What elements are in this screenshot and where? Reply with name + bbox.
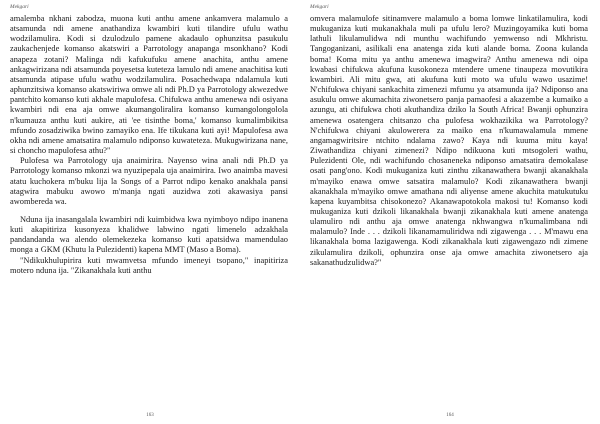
right-page (300, 0, 600, 424)
left-page-text (10, 14, 288, 276)
left-running-head: Mekgari (10, 4, 29, 10)
right-paragraph-1: omvera malamulofe sitinamvere malamulo a boma lomwe linkatilamulira, kodi mukuganiza kuti mukanakhala muli pa ufulu lero? Muzingoyamika kuti boma lathuli likulamulidwa ndi munthu wachifundo yemwenso ndi Mkhristu. Tangoganizani, asilikali ena anatenga zida kuti alande boma. Zoona kulanda boma! Koma mitu ya anthu amenewa imagwira? Anthu amenewa ndi oipa kwabasi chifukwa akufuna kusokoneza mtendere umene tinaupeza movutikira kwambiri. Ali mitu gwa, ati akufuna kuti moto wa ufulu wawo usazime! N'chifukwa chiyani sankachita zimenezi mfumu ya atsamunda ija? Ndiponso ana asukulu omwe akumachita ziwonetsero panja pamaofesi a akazembe a kumaiko a azungu, ati chifukwa choti akuthandiza dziko la South Africa! Bwanji ophunzira amenewa osatengera chitsanzo cha pulofesa wokhazikika wa Parrotology? N'chifukwa chiyani akulowerera za maiko ena n'kumawalamula mmene angamagwiritsire ntchito ndalama zawo? Kaya ndi kuuma mitu kaya! Ziwathandiza chiyani zimenezi? Ndipo ndikuona kuti mtsogoleri wathu, Pulezidenti Ole, ndi wachifundo chosaneneka ndiponso amatsatira demokalase osati pang'ono. Kodi mukuganiza kuti zinthu zikanawathera bwanji akanakhala m'mayiko enawa omwe satsatira malamulo? Kodi zikanawathera bwanji akanakhala m'mayiko omwe amathana ndi aliyense amene akuchita matukutuku kapena kuyambitsa chisokonezo? Akanawapotokola makosi tu! Komanso kodi mukuganiza kuti dzikoli likanakhala bwanji zikanakhala kuti amene anatenga ulamuliro ndi anthu aja omwe anatenga nkhwangwa n'kumalimbana ndi malamulo? Inde . . . dzikoli likanamamuliridwa ndi zigawenga . . . M'mawu ena likanakhala boma lazigawenga. Kodi zikanakhala kuti zigawengazo ndi zimene zikulamulira dzikoli, ophunzira onse aja omwe amachita ziwonetsero aja sakanathudzulidwa?" (310, 14, 588, 267)
left-page-number: 163 (146, 413, 154, 418)
left-paragraph-3: Nduna ija inasangalala kwambiri ndi kuimbidwa kwa nyimboyo ndipo inanena kuti akapitiriza kusonyeza khalidwe labwino ngati limenelo adzakhala pandandanda wa alendo olemekezeka komanso kuti apatsidwa mamendulao monga a GKM (Khutu la Pulezidenti) kapena MMT (Maso a Boma). (10, 214, 288, 255)
right-running-head: Mekgari (310, 4, 329, 10)
right-page-text (310, 14, 588, 268)
left-paragraph-2: Pulofesa wa Parrotology uja anaimirira. Nayenso wina anali ndi Ph.D ya Parrotology komanso mkonzi wa nyuzipepala uja anaimirira. Iwo anaimba mavesi atatu kuchokera m'buku lija la Songs of a Parrot ndipo kenako anakhala pansi atagwira mabuku awowo m'manja ngati auzidwa zoti akawasiya pansi awombereda wa. (10, 156, 288, 206)
left-paragraph-1: amalemba nkhani zabodza, muona kuti anthu amene ankamvera malamulo a atsamunda ndi amene anathandiza kwambiri kuti tilandire ufulu wathu wodzilamulira. Kodi si dzulodzulo pamene akadaulo ophunzitsa pasukulu zaukachenjede komanso akatswiri a Parrotology anapanga msonkhano? Kodi anapeza zotani? Malinga ndi kafukufuku amene anachita, anthu amene ankagwirizana ndi atsamunda poyesetsa kuteteza lamulo ndi amene anachitisa kuti atsamunda atipase ufulu wathu wodzilamulira. Posachedwapa ndalamula kuti aphunzitsiwa komanso akatswiriwa omwe ali ndi Ph.D ya Parrotology akwezedwe pantchito komanso kuti akhale mapulofesa. Chifukwa anthu amenewa ndi osiyana kwambiri ndi ena aja omwe akumangoliralira komanso kumangolongolola n'kumauza anthu kuti aukire, ati 'ee tisinthe boma,' komanso kumalimbikitsa mfundo zosadziwika bwino zamayiko ena. Ife tikukana kuti ayi! Mapulofesa awa okha ndi amene amatsatira malamulo ndiponso kuwateteza. Mukugwirizana nane, si choncho mapulofesa athu?" (10, 14, 288, 156)
left-paragraph-4: "Ndikukhulupirira kuti mwamvetsa mfundo imeneyi tsopano," inapitiriza motero nduna ija. "Zikanakhala kuti anthu (10, 255, 288, 275)
right-page-number: 164 (446, 413, 454, 418)
